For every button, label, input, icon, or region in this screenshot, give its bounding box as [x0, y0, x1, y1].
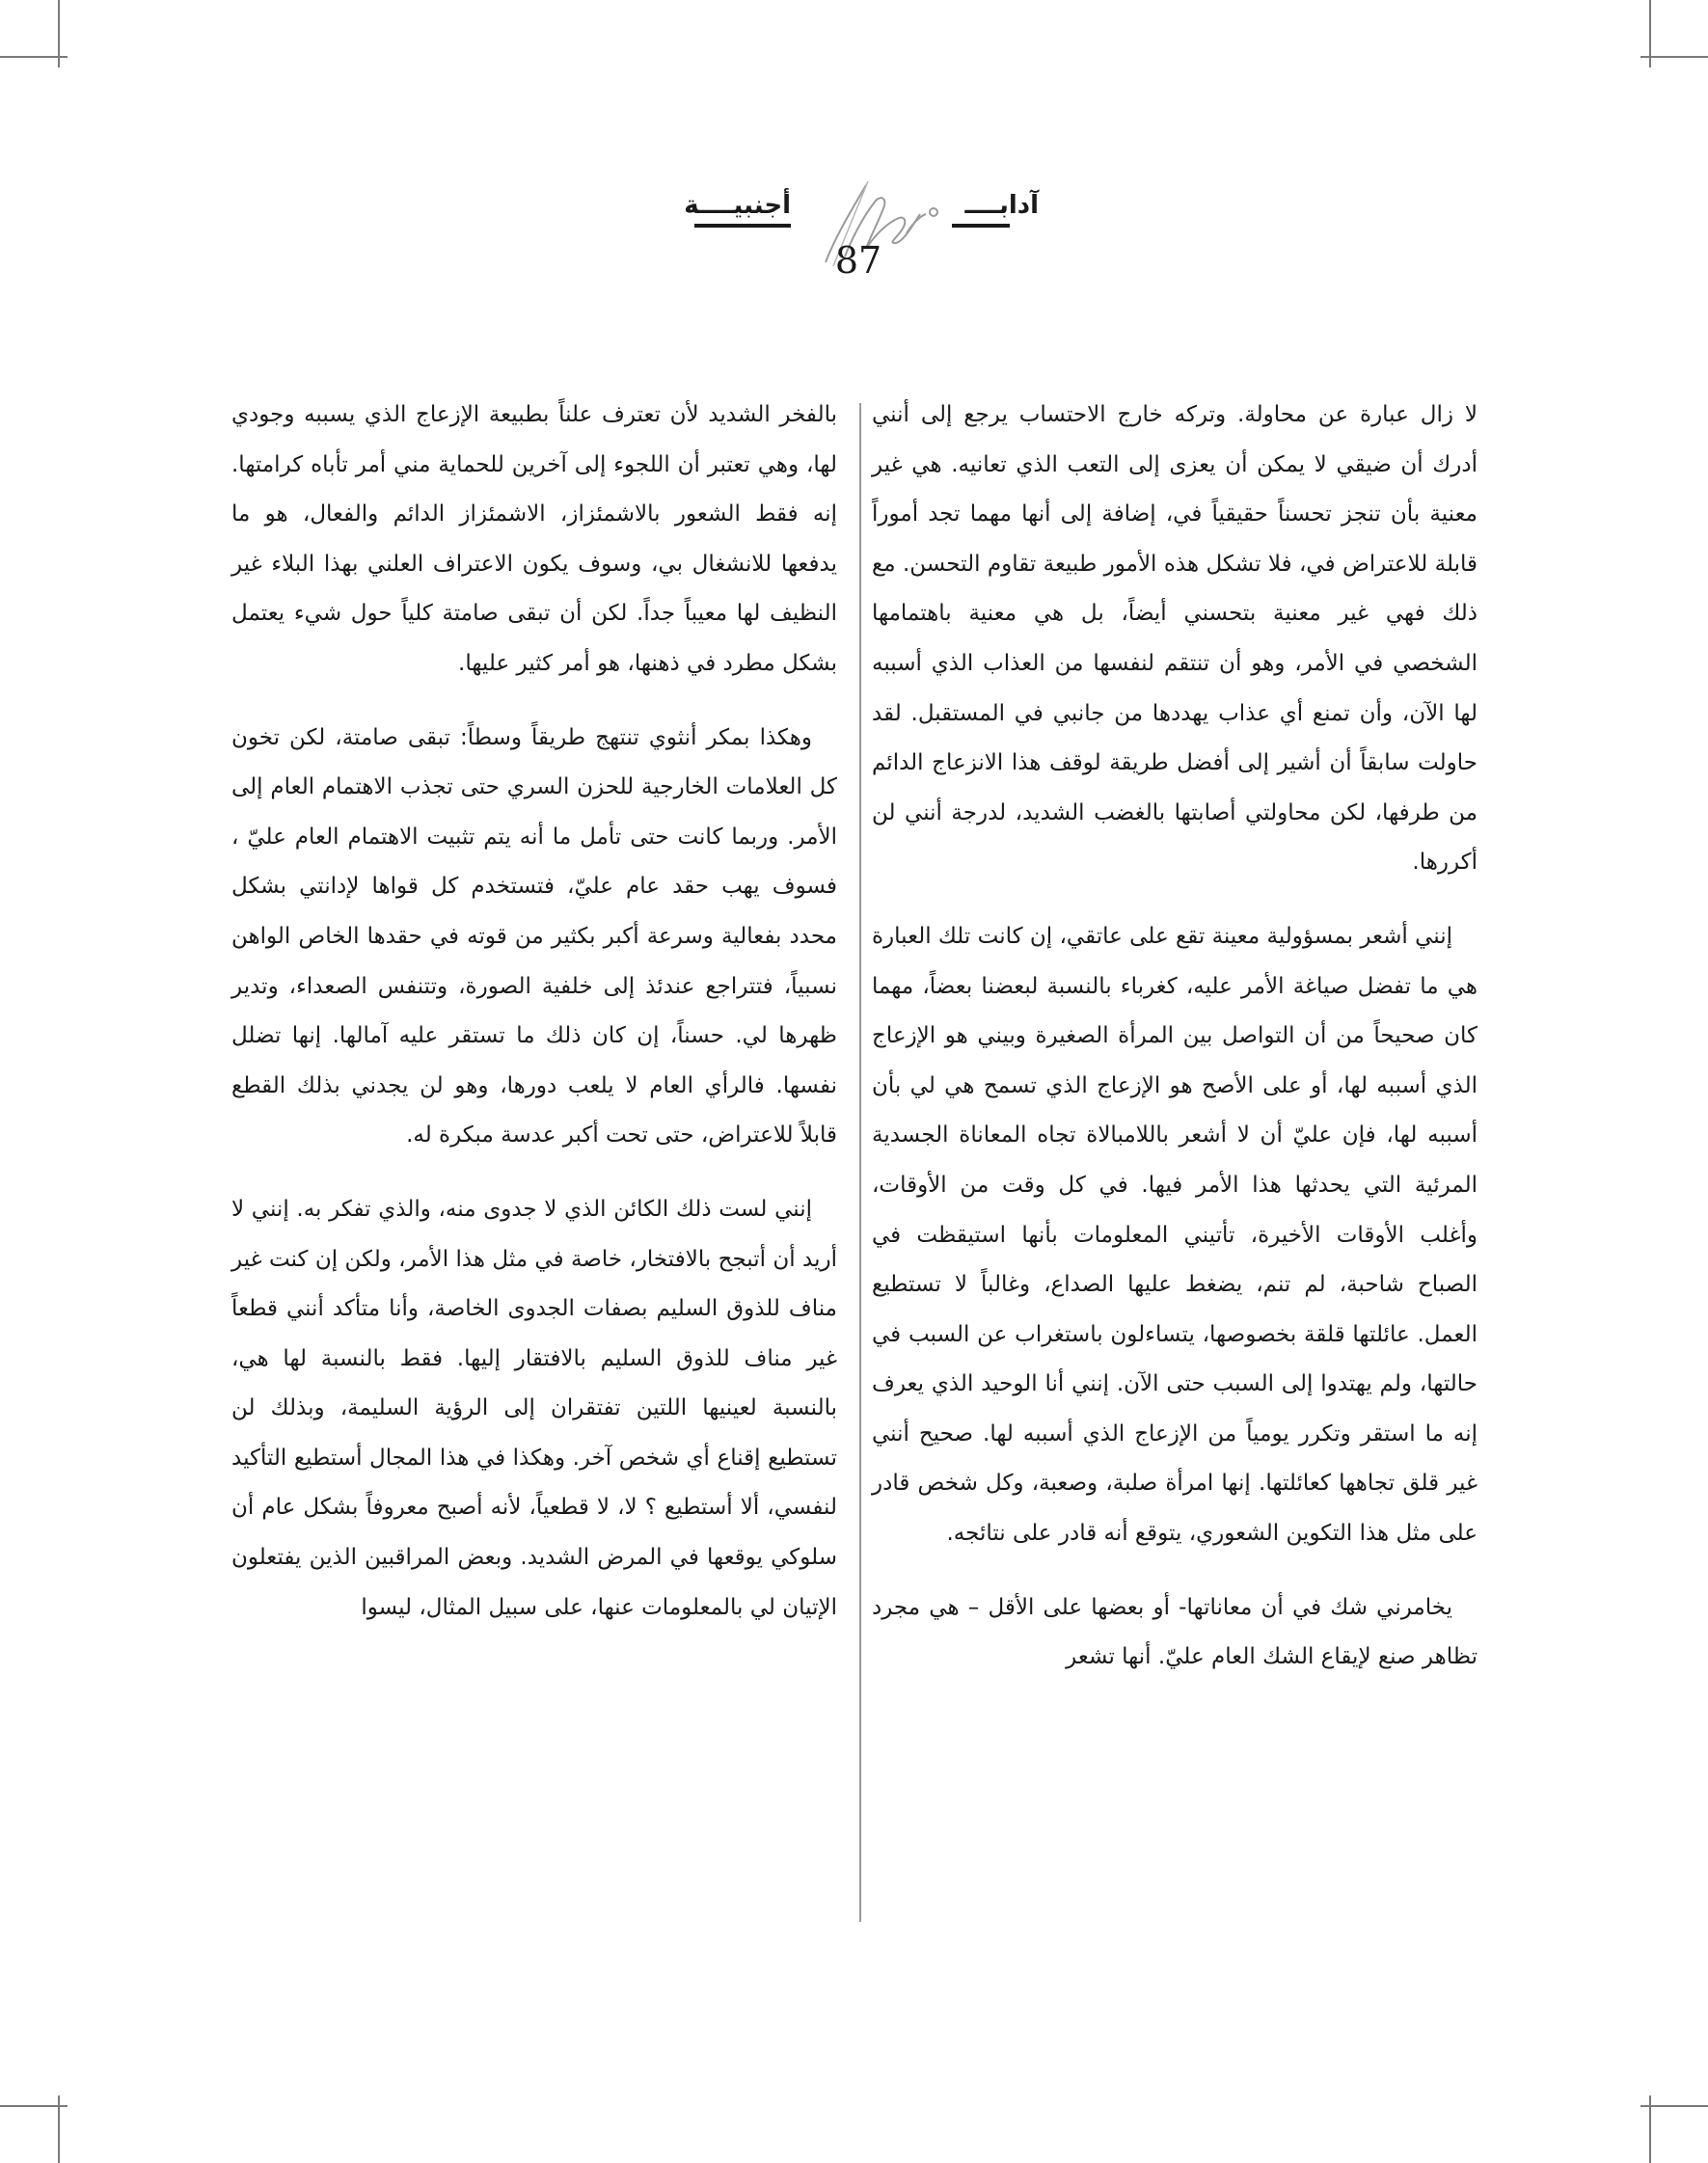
page-number: 87 [834, 239, 882, 282]
paragraph: وهكذا بمكر أنثوي تنتهج طريقاً وسطاً: تبقى صامتة، لكن تخون كل العلامات الخارجية للحزن السري حتى تجذب الاهتمام العام إلى الأمر. وربما كانت حتى تأمل ما أنه يتم تثبيت الاهتمام العام عليّ ، فسوف يهب حقد عام عليّ، فتستخدم كل قواها لإدانتي بشكل محدد بفعالية وسرعة أكبر بكثير من قوته في حقدها الخاص الواهن نسبياً، فتتراجع عندئذ إلى خلفية الصورة، وتتنفس الصعداء، وتدير ظهرها لي. حسناً، إن كان ذلك ما تستقر عليه آمالها. إنها تضلل نفسها. فالرأي العام لا يلعب دورها، وهو لن يجدني بذلك القطع قابلاً للاعتراض، حتى تحت أكبر عدسة مبكرة له. [231, 724, 837, 1149]
paragraph: لا زال عبارة عن محاولة. وتركه خارج الاحتساب يرجع إلى أنني أدرك أن ضيقي لا يمكن أن يعزى إلى التعب الذي تعانيه. هي غير معنية بأن تنجز تحسناً حقيقياً في، إضافة إلى أنها مهما تجد أموراً قابلة للاعتراض في، فلا تشكل هذه الأمور طبيعة تقاوم التحسن. مع ذلك فهي غير معنية بتحسني أيضاً، بل هي معنية باهتمامها الشخصي في الأمر، وهو أن تنتقم لنفسها من العذاب الذي أسببه لها الآن، وأن تمنع أي عذاب يهددها من جانبي في المستقبل. لقد حاولت سابقاً أن أشير إلى أفضل طريقة لوقف هذا الانزعاج الدائم من طرفها، لكن محاولتي أصابتها بالغضب الشديد، لدرجة أنني لن أكررها. [872, 402, 1478, 876]
crop-mark [1640, 56, 1708, 58]
section-title-foreign: أجنبيــــة [684, 191, 791, 220]
column-divider [859, 403, 861, 1922]
crop-mark [0, 2105, 68, 2107]
section-title-literature: آدابــــ [964, 191, 1039, 220]
paragraph: يخامرني شك في أن معاناتها- أو بعضها على الأقل – هي مجرد تظاهر صنع لإيقاع الشك العام عليّ. أنها تشعر [872, 1594, 1478, 1670]
header-rule-left [694, 224, 791, 228]
text-column-right [872, 391, 1478, 1707]
crop-mark [1640, 2105, 1708, 2107]
header-rule-right [952, 224, 1010, 228]
text-column-left [231, 391, 837, 1657]
crop-mark [0, 56, 68, 58]
paragraph: بالفخر الشديد لأن تعترف علناً بطبيعة الإزعاج الذي يسببه وجودي لها، وهي تعتبر أن اللجوء إلى آخرين للحماية مني أمر تأباه كرامتها. إنه فقط الشعور بالاشمئزاز، الاشمئزاز الدائم والفعال، هو ما يدفعها للانشغال بي، وسوف يكون الاعتراف العلني بهذا البلاء غير النظيف لها معيباً جداً. لكن أن تبقى صامتة كلياً حول شيء يعتمل بشكل مطرد في ذهنها، هو أمر كثير عليها. [231, 402, 837, 676]
paragraph: إنني أشعر بمسؤولية معينة تقع على عاتقي، إن كانت تلك العبارة هي ما تفضل صياغة الأمر عليه، كغرباء بالنسبة لبعضنا بعضاً، مهما كان صحيحاً من أن التواصل بين المرأة الصغيرة وبيني هو الإزعاج الذي أسببه لها، أو على الأصح هو الإزعاج الذي تسمح هي لي بأن أسببه لها، فإن عليّ أن لا أشعر باللامبالاة تجاه المعاناة الجسدية المرئية التي يحدثها هذا الأمر فيها. في كل وقت من الأوقات، وأغلب الأوقات الأخيرة، تأتيني المعلومات بأنها استيقظت في الصباح شاحبة، لم تنم، يضغط عليها الصداع، وغالباً لا تستطيع العمل. عائلتها قلقة بخصوصها، يتساءلون باستغراب عن السبب في حالتها، ولم يهتدوا إلى السبب حتى الآن. إنني أنا الوحيد الذي يعرف إنه ما استقر وتكرر يومياً من الإزعاج الذي أسببه لها. صحيح أنني غير قلق تجاهها كعائلتها. إنها امرأة صلبة، وصعبة، وكل شخص قادر على مثل هذا التكوين الشعوري، يتوقع أنه قادر على نتائجه. [872, 923, 1478, 1547]
paragraph: إنني لست ذلك الكائن الذي لا جدوى منه، والذي تفكر به. إنني لا أريد أن أتبجح بالافتخار، خاصة في مثل هذا الأمر، ولكن إن كنت غير مناف للذوق السليم بصفات الجدوى الخاصة، وأنا متأكد أنني قطعاً غير مناف للذوق السليم بالافتقار إليها. فقط بالنسبة لها هي، بالنسبة لعينيها اللتين تفتقران إلى الرؤية السليمة، وبذلك لن تستطيع إقناع أي شخص آخر. وهكذا في هذا المجال أستطيع التأكيد لنفسي، ألا أستطيع ؟ لا، لا قطعياً، لأنه أصبح معروفاً بشكل عام أن سلوكي يوقعها في المرض الشديد. وبعض المراقبين الذين يفتعلون الإتيان لي بالمعلومات عنها، على سبيل المثال، ليسوا [231, 1196, 837, 1620]
running-header [0, 183, 1708, 289]
